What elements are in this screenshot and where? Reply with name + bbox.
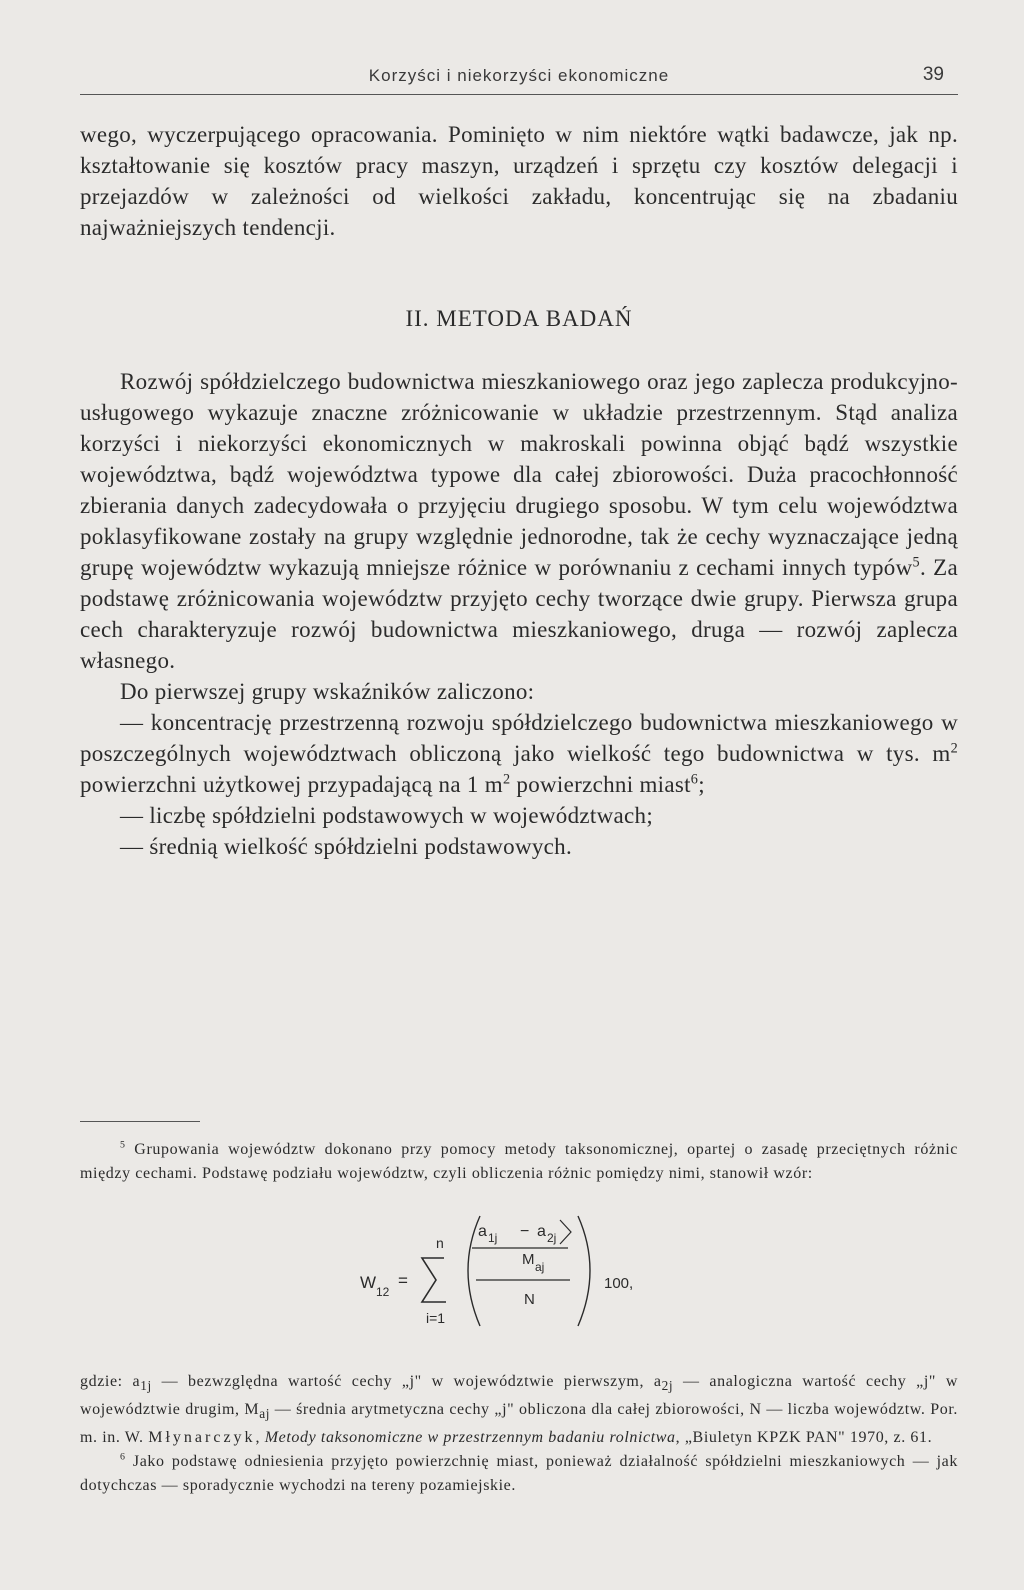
formula-lhs: W [360, 1273, 377, 1292]
indicators-intro: Do pierwszej grupy wskaźników zaliczono: [120, 679, 535, 704]
footnote-marker-6: 6 [120, 1452, 126, 1464]
formula-minus: − [520, 1223, 530, 1240]
cited-title: Metody taksonomiczne w przestrzennym badaniu rolnictwa [264, 1429, 676, 1447]
footnote-marker-5: 5 [120, 1139, 126, 1151]
formula-equals: = [398, 1271, 408, 1290]
body-text [80, 119, 958, 862]
formula-m-sub: aj [535, 1260, 545, 1274]
formula-a1: a [478, 1223, 487, 1240]
running-title: Korzyści i niekorzyści ekonomiczne [368, 66, 670, 85]
footnote-rule [80, 1121, 200, 1122]
formula-a2-sub: 2j [547, 1231, 557, 1245]
method-paragraph [80, 366, 958, 676]
section-heading: II. METODA BADAŃ [405, 306, 633, 331]
formula-a2: a [537, 1223, 546, 1240]
formula-lhs-sub: 12 [376, 1285, 390, 1299]
formula-n-denominator: N [524, 1291, 535, 1308]
indicator-item-2: — liczbę spółdzielni podstawowych w województwach; [120, 803, 654, 828]
sigma-icon [422, 1258, 446, 1302]
inner-paren-icon [560, 1220, 571, 1244]
indicator-item-1: — koncentrację przestrzenną rozwoju spółdzielczego budownictwa mieszkaniowego w poszczególnych województwach obliczoną jako wielkość tego budownictwa w tys. $m^2$ powierzchni użytkowej przypadającą na 1 $m^2$ powierzchni miast$^6$; [80, 710, 958, 797]
running-header [80, 60, 958, 95]
footnote-6 [80, 1450, 958, 1498]
footnote-ref-6: 6 [690, 771, 699, 788]
cited-author: Młynarczyk [148, 1429, 256, 1447]
footnote-5-text: Grupowania województw dokonano przy pomocy metody taksonomicznej, opartej o zasadę przeciętnych różnic między cechami. Podstawę podziału województw, czyli obliczenia różnic pomiędzy nimi, stanowił wzór: [80, 1141, 958, 1182]
intro-paragraph: wego, wyczerpującego opracowania. Pominięto w nim niektóre wątki badawcze, jak np. kształtowanie się kosztów pracy maszyn, urządzeń i sprzętu czy kosztów delegacji i przejazdów w zależności od wielkości zakładu, koncentrując się na zbadaniu najważniejszych tendencji. [80, 122, 958, 240]
footnote-5 [80, 1138, 958, 1186]
formula [80, 1208, 958, 1356]
footnote-6-text: Jako podstawę odniesienia przyjęto powierzchnię miast, ponieważ działalność spółdzielni mieszkaniowych — jak dotychczas — sporadycznie wychodzi na tereny pozamiejskie. [80, 1453, 958, 1495]
formula-m: M [522, 1251, 535, 1268]
right-paren-icon [578, 1216, 590, 1326]
formula-explanation: gdzie: $a_{1j}$ — bezwzględna wartość cechy „j" w województwie pierwszym, $a_{2j}$ — analogiczna wartość cechy „j" w województwie drugim, $M_{aj}$ — średnia arytmetyczna cechy „j" obliczona dla całej zbiorowości, N — liczba województw. Por. m. in. W. Młynarczyk, Metody taksonomiczne w przestrzennym badaniu rolnictwa, „Biuletyn KPZK PAN" 1970, z. 61. [80, 1373, 959, 1447]
page-number: 39 [922, 64, 944, 85]
formula-factor: 100, [604, 1275, 634, 1292]
footnote-ref-5: 5 [912, 554, 920, 571]
indicator-item-3: — średnią wielkość spółdzielni podstawowych. [120, 834, 573, 859]
method-text-2: . Za podstawę zróżnicowania województw przyjęto cechy tworzące dwie grupy. Pierwsza grupa cech charakteryzuje rozwój budownictwa mieszkaniowego, druga — rozwój zaplecza własnego. [80, 555, 958, 673]
footnotes [80, 1121, 958, 1498]
formula-a1-sub: 1j [488, 1231, 498, 1245]
formula-sum-bottom: i=1 [426, 1310, 446, 1326]
formula-sum-top: n [436, 1235, 444, 1251]
method-text-1: Rozwój spółdzielczego budownictwa mieszkaniowego oraz jego zaplecza produkcyjno-usługowego wykazuje znaczne zróżnicowanie w układzie przestrzennym. Stąd analiza korzyści i niekorzyści ekonomicznych w makroskali powinna objąć bądź wszystkie województwa, bądź województwa typowe dla całej zbiorowości. Duża pracochłonność zbierania danych zadecydowała o przyjęciu drugiego sposobu. W tym celu województwa poklasyfikowane zostały na grupy względnie jednorodne, tak że cechy wyznaczające jedną grupę województw wykazują mniejsze różnice w porównaniu z cechami innych typów [80, 369, 958, 580]
